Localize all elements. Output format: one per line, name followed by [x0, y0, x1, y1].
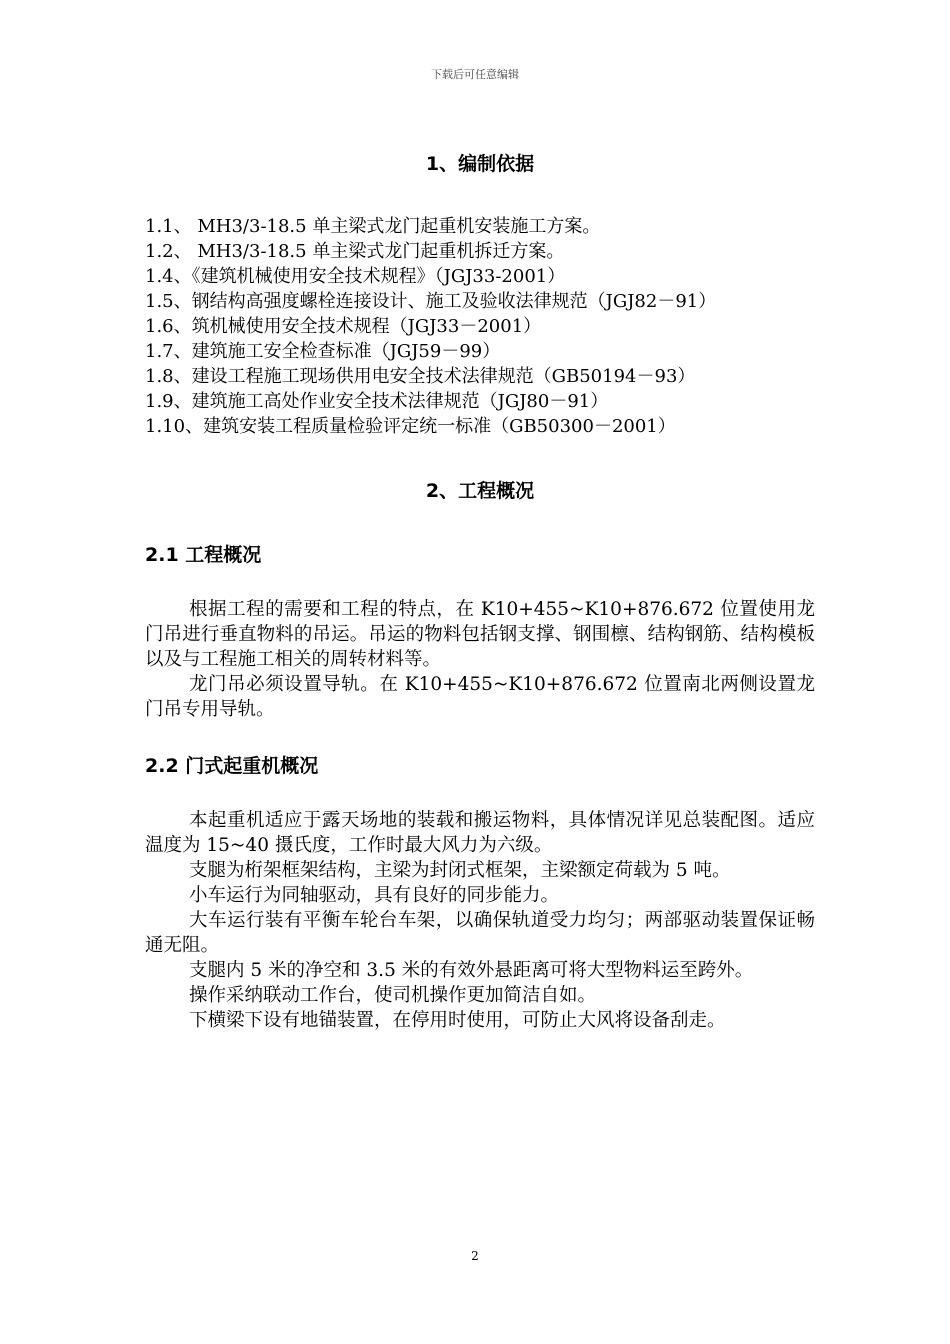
paragraph: 本起重机适应于露天场地的装载和搬运物料，具体情况详见总装配图。适应温度为 15~40 摄氏度，工作时最大风力为六级。 [145, 810, 815, 856]
subsection-2-1-body [145, 597, 815, 722]
reference-item: 1.4、《建筑机械使用安全技术规程》（JGJ33-2001） [145, 266, 566, 287]
header-note: 下载后可任意编辑 [431, 68, 519, 81]
paragraph: 操作采纳联动工作台，使司机操作更加简洁自如。 [189, 985, 597, 1006]
reference-item: 1.1、 MH3/3-18.5 单主梁式龙门起重机安装施工方案。 [145, 216, 601, 237]
document-body [145, 150, 815, 1033]
reference-item: 1.6、筑机械使用安全技术规程（JGJ33－2001） [145, 316, 542, 337]
reference-item: 1.8、建设工程施工现场供用电安全技术法律规范（GB50194－93） [145, 366, 696, 387]
reference-item: 1.7、建筑施工安全检查标准（JGJ59－99） [145, 341, 501, 362]
paragraph: 小车运行为同轴驱动，具有良好的同步能力。 [189, 885, 560, 906]
paragraph: 大车运行装有平衡车轮台车架，以确保轨道受力均匀；两部驱动装置保证畅通无阻。 [145, 910, 815, 956]
paragraph: 龙门吊必须设置导轨。在 K10+455~K10+876.672 位置南北两侧设置龙门吊专用导轨。 [145, 674, 815, 720]
reference-item: 1.5、钢结构高强度螺栓连接设计、施工及验收法律规范（JGJ82－91） [145, 291, 717, 312]
section-2-title: 2、工程概况 [425, 480, 535, 502]
reference-list [145, 214, 815, 439]
subsection-2-1-title: 2.1 工程概况 [145, 544, 262, 566]
reference-item: 1.10、建筑安装工程质量检验评定统一标准（GB50300－2001） [145, 416, 676, 437]
page-number: 2 [471, 1249, 479, 1263]
paragraph: 支腿内 5 米的净空和 3.5 米的有效外悬距离可将大型物料运至跨外。 [189, 960, 754, 981]
paragraph: 下横梁下设有地锚装置，在停用时使用，可防止大风将设备刮走。 [189, 1010, 726, 1031]
section-1-title: 1、编制依据 [425, 153, 535, 175]
paragraph: 根据工程的需要和工程的特点，在 K10+455~K10+876.672 位置使用龙门吊进行垂直物料的吊运。吊运的物料包括钢支撑、钢围檩、结构钢筋、结构模板以及与工程施工相关的周转材料等。 [145, 599, 815, 670]
reference-item: 1.9、建筑施工高处作业安全技术法律规范（JGJ80－91） [145, 391, 609, 412]
subsection-2-2-body [145, 808, 815, 1033]
subsection-2-2-title: 2.2 门式起重机概况 [145, 755, 319, 777]
reference-item: 1.2、 MH3/3-18.5 单主梁式龙门起重机拆迁方案。 [145, 241, 565, 262]
paragraph: 支腿为桁架框架结构，主梁为封闭式框架，主梁额定荷载为 5 吨。 [189, 860, 731, 881]
